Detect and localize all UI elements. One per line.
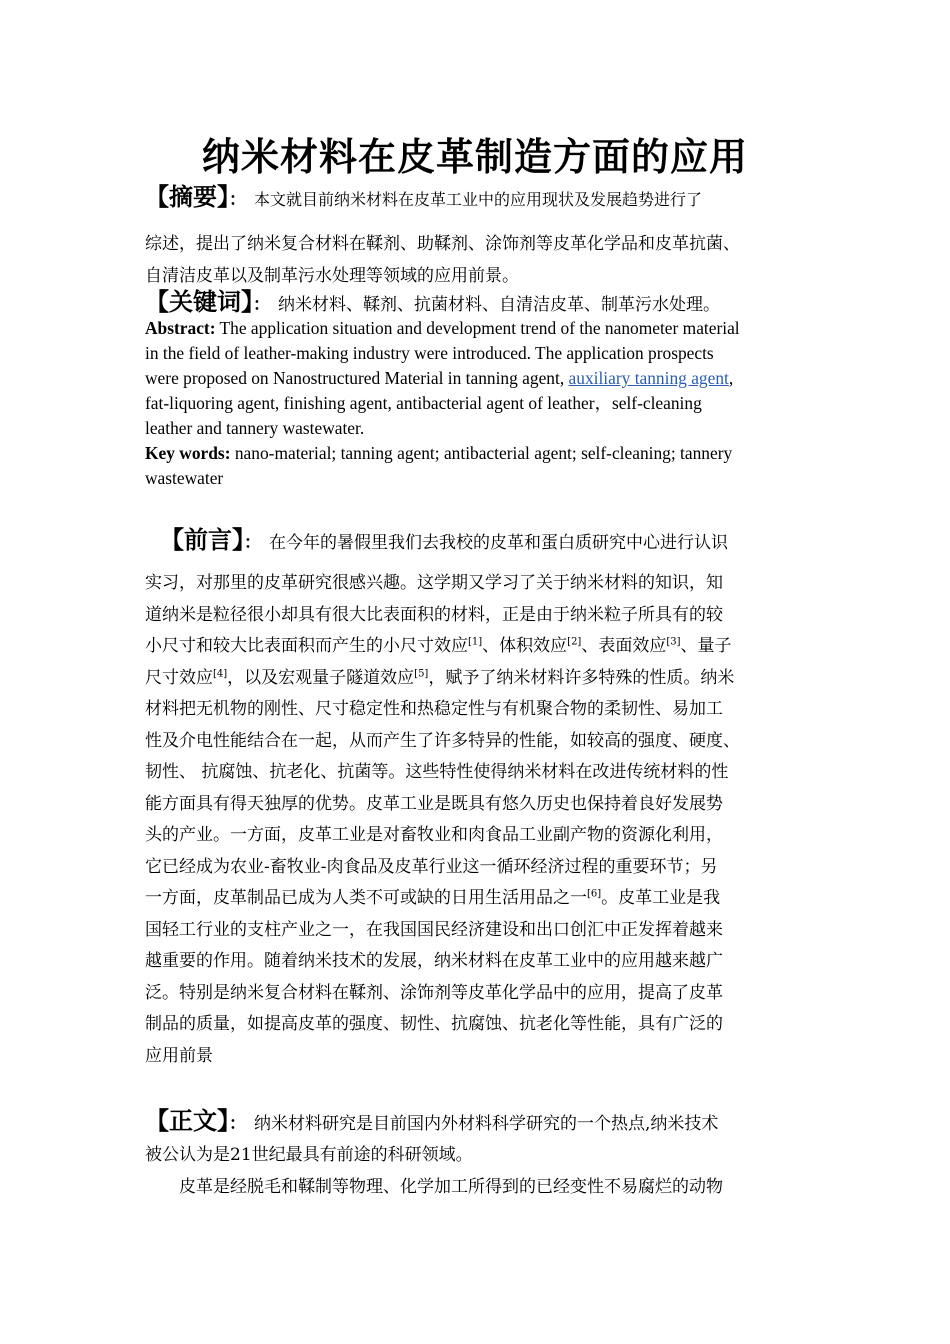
abstract-cn-cont bbox=[145, 229, 810, 292]
preface-text: 。皮革工业是我 bbox=[601, 888, 721, 908]
preface-text: 、表面效应 bbox=[581, 636, 667, 656]
preface-text: 、量子 bbox=[680, 636, 732, 656]
preface-line: 应用前景 bbox=[145, 1045, 213, 1066]
abstract-en-line: fat-liquoring agent, finishing agent, antibacterial agent of leather，self-cleaning bbox=[145, 393, 702, 413]
abstract-line: 本文就目前纳米材料在皮革工业中的应用现状及发展趋势进行了 bbox=[254, 190, 703, 209]
preface-text: 尺寸效应 bbox=[145, 667, 213, 688]
citation-ref: [6] bbox=[587, 888, 602, 900]
abstract-en-line: were proposed on Nanostructured Material in tanning agent, bbox=[145, 368, 569, 388]
keywords-en-line: wastewater bbox=[145, 468, 224, 488]
preface-heading-line bbox=[160, 525, 810, 560]
body-line: 皮革是经脱毛和鞣制等物理、化学加工所得到的已经变性不易腐烂的动物 bbox=[179, 1176, 723, 1197]
body-line: 被公认为是21世纪最具有前途的科研领域。 bbox=[145, 1145, 473, 1165]
abstract-cn bbox=[145, 182, 810, 217]
preface-line: 材料把无机物的刚性、尺寸稳定性和热稳定性与有机聚合物的柔韧性、易加工 bbox=[145, 699, 723, 719]
preface-line: 制品的质量，如提高皮革的强度、韧性、抗腐蚀、抗老化等性能，具有广泛的 bbox=[145, 1014, 723, 1034]
preface-line: 实习，对那里的皮革研究很感兴趣。这学期又学习了关于纳米材料的知识，知 bbox=[145, 573, 723, 593]
abstract-en-line: leather and tannery wastewater. bbox=[145, 418, 365, 438]
preface-line: 性及介电性能结合在一起，从而产生了许多特异的性能，如较高的强度、硬度、 bbox=[145, 730, 740, 751]
preface-line: 在今年的暑假里我们去我校的皮革和蛋白质研究中心进行认识 bbox=[269, 533, 728, 553]
preface-text: 一方面，皮革制品已成为人类不可或缺的日用生活用品之一 bbox=[145, 888, 587, 908]
abstract-en-label: Abstract: bbox=[145, 318, 216, 338]
abstract-en-line: in the field of leather-making industry were introduced. The application prospects bbox=[145, 343, 714, 363]
preface-line: 韧性、 抗腐蚀、抗老化、抗菌等。这些特性使得纳米材料在改进传统材料的性 bbox=[145, 762, 729, 782]
preface-line: 国轻工行业的支柱产业之一，在我国国民经济建设和出口创汇中正发挥着越来 bbox=[145, 919, 723, 940]
citation-ref: [5] bbox=[414, 667, 429, 679]
abstract-line: 综述，提出了纳米复合材料在鞣剂、助鞣剂、涂饰剂等皮革化学品和皮革抗菌、 bbox=[145, 234, 740, 254]
citation-ref: [4] bbox=[213, 667, 228, 679]
preface-line: 头的产业。一方面，皮革工业是对畜牧业和肉食品工业副产物的资源化利用， bbox=[145, 825, 723, 845]
citation-ref: [3] bbox=[666, 636, 681, 648]
body-line: 纳米材料研究是目前国内外材料科学研究的一个热点,纳米技术 bbox=[254, 1114, 719, 1134]
citation-ref: [1] bbox=[468, 636, 483, 648]
preface-text: ，赋予了纳米材料许多特殊的性质。纳米 bbox=[428, 667, 735, 688]
body-heading-line bbox=[145, 1106, 810, 1141]
preface-heading: 【前言】 bbox=[160, 526, 244, 554]
preface-colon: ： bbox=[244, 533, 261, 553]
abstract-colon: ： bbox=[229, 190, 246, 210]
preface-line: 越重要的作用。随着纳米技术的发展，纳米材料在皮革工业中的应用越来越广 bbox=[145, 951, 723, 971]
preface-text: 小尺寸和较大比表面积而产生的小尺寸效应 bbox=[145, 636, 468, 656]
abstract-en-punct: , bbox=[728, 368, 734, 388]
abstract-en bbox=[145, 316, 810, 491]
preface-text: 、体积效应 bbox=[482, 636, 568, 656]
abstract-heading: 【摘要】 bbox=[145, 183, 229, 211]
body-colon: ： bbox=[229, 1114, 246, 1134]
preface-line: 泛。特别是纳米复合材料在鞣剂、涂饰剂等皮革化学品中的应用，提高了皮革 bbox=[145, 982, 723, 1003]
abstract-en-line: The application situation and development trend of the nanometer material bbox=[215, 318, 740, 338]
auxiliary-tanning-agent-link[interactable]: auxiliary tanning agent bbox=[568, 368, 729, 388]
document-title: 纳米材料在皮革制造方面的应用 bbox=[201, 135, 748, 179]
preface-line: 它已经成为农业-畜牧业-肉食品及皮革行业这一循环经济过程的重要环节；另 bbox=[145, 856, 718, 877]
keywords-heading: 【关键词】 bbox=[145, 288, 253, 316]
citation-ref: [2] bbox=[567, 636, 582, 648]
preface-line: 道纳米是粒径很小却具有很大比表面积的材料，正是由于纳米粒子所具有的较 bbox=[145, 604, 723, 625]
keywords-en-line: nano-material; tanning agent; antibacterial agent; self-cleaning; tannery bbox=[230, 443, 733, 463]
body-text bbox=[145, 1140, 810, 1203]
keywords-colon: ： bbox=[253, 295, 270, 315]
keywords-en-label: Key words: bbox=[145, 443, 231, 463]
preface-line: 能方面具有得天独厚的优势。皮革工业是既具有悠久历史也保持着良好发展势 bbox=[145, 793, 723, 814]
keywords-text: 纳米材料、鞣剂、抗菌材料、自清洁皮革、制革污水处理。 bbox=[278, 295, 720, 315]
preface-body bbox=[145, 568, 810, 1072]
body-heading: 【正文】 bbox=[145, 1107, 229, 1135]
preface-text: ，以及宏观量子隧道效应 bbox=[227, 667, 415, 688]
abstract-line: 自清洁皮革以及制革污水处理等领域的应用前景。 bbox=[145, 265, 519, 286]
